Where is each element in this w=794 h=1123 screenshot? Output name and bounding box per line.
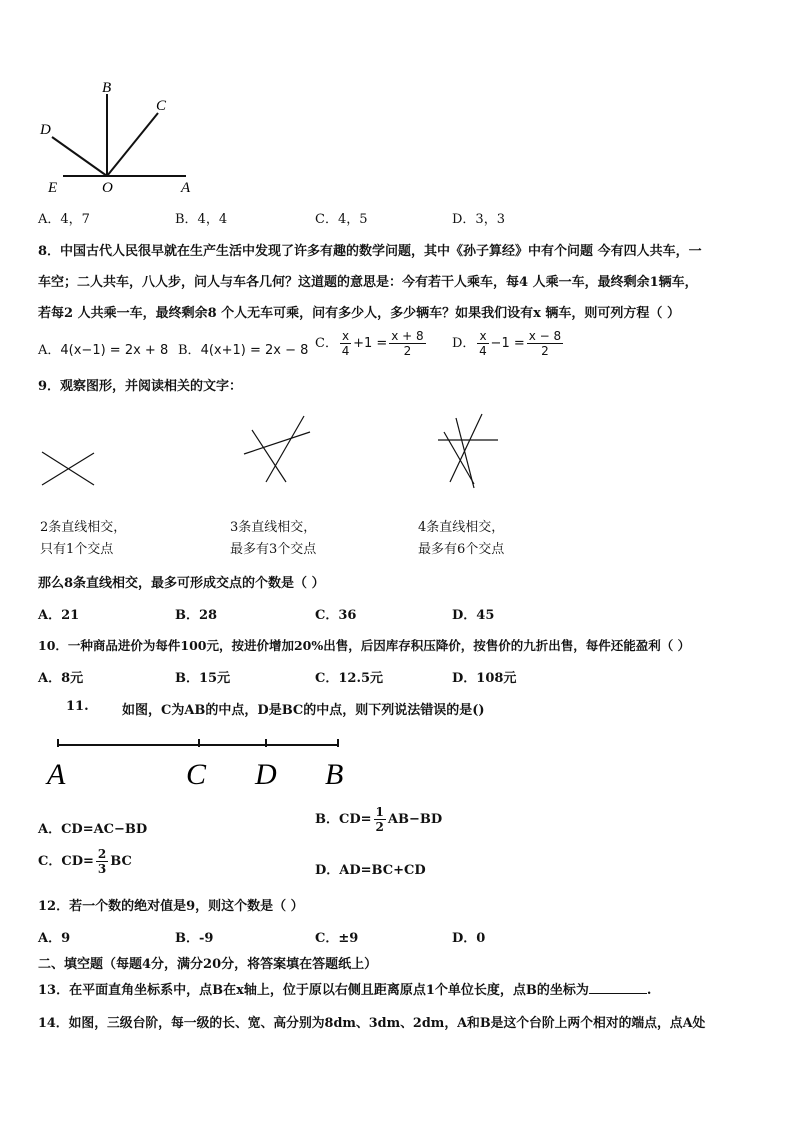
q8-option-c-frac-2: $\frac{x + 8}{2}$ <box>391 329 424 358</box>
q9-option-b[interactable]: B．28 <box>175 608 218 623</box>
q8-option-d-frac-1: $\frac{x}{4}$ <box>479 329 487 358</box>
q10-option-a[interactable]: A．8元 <box>38 671 84 686</box>
q11-option-c-frac: $\frac{2}{3}$ <box>97 847 107 876</box>
q9-caption-3-line-2: 最多有6个交点 <box>418 542 505 557</box>
label-c: C <box>156 98 167 114</box>
q12-option-b[interactable]: B．-9 <box>175 931 214 946</box>
q10-stem: 10．一种商品进价为每件100元，按进价增加20%出售，后因库存积压降价，按售价的九折出售，每件还能盈利（ ） <box>38 638 691 653</box>
q8-option-b-expr: 4(x+1) = 2x − 8 <box>200 343 309 358</box>
two-lines-figure <box>38 445 108 495</box>
q12-stem: 12．若一个数的绝对值是9，则这个数是（ ） <box>38 899 304 914</box>
q11-option-b[interactable]: B．CD= $\frac{1}{2}$ AB−BD <box>315 805 443 834</box>
q8-stem-line-2: 车空；二人共车，八人步，问人与车各几何？这道题的意思是：今有若干人乘车，每4 人乘一车，最终剩余1辆车， <box>38 275 698 290</box>
q8-option-d-frac-2: $\frac{x - 8}{2}$ <box>528 329 562 358</box>
ray-od <box>52 137 107 176</box>
q12-option-c[interactable]: C．±9 <box>315 931 359 946</box>
q8-option-c-frac-1: $\frac{x}{4}$ <box>341 329 350 358</box>
q9-question: 那么8条直线相交，最多可形成交点的个数是（ ） <box>38 576 325 591</box>
q8-option-a-expr: 4(x−1) = 2x + 8 <box>60 343 169 358</box>
q7-option-b[interactable]: B．4，4 <box>175 212 228 227</box>
seg-label-a: A <box>47 758 66 791</box>
q9-caption-2-line-2: 最多有3个交点 <box>230 542 317 557</box>
q11-option-d[interactable]: D．AD=BC+CD <box>315 863 426 878</box>
q13-answer-blank[interactable] <box>589 981 647 994</box>
q14-stem: 14．如图，三级台阶，每一级的长、宽、高分别为8dm、3dm、2dm，A和B是这个台阶上两个相对的端点，点A处 <box>38 1016 706 1031</box>
q7-option-a[interactable]: A．4，7 <box>38 212 90 227</box>
segment-figure <box>44 733 364 791</box>
seg-label-b: B <box>325 758 344 791</box>
q8-option-c[interactable] <box>315 330 428 357</box>
angle-figure <box>36 76 206 198</box>
q10-option-d[interactable]: D．108元 <box>452 671 517 686</box>
q8-stem-line-1: 8．中国古代人民很早就在生产生活中发现了许多有趣的数学问题，其中《孙子算经》中有个问题 今有四人共车，一 <box>38 244 702 259</box>
q9-caption-1-line-2: 只有1个交点 <box>40 542 114 557</box>
label-a: A <box>181 180 191 196</box>
q9-caption-2-line-1: 3条直线相交， <box>230 520 317 535</box>
q9-caption-3-line-1: 4条直线相交， <box>418 520 505 535</box>
label-e: E <box>48 180 58 196</box>
three-lines-figure <box>238 412 318 487</box>
q8-option-b-label: B． <box>178 343 201 358</box>
q12-option-a[interactable]: A．9 <box>38 931 71 946</box>
q7-option-d[interactable]: D．3，3 <box>452 212 505 227</box>
q8-option-d[interactable] <box>452 330 565 357</box>
section-2-title: 二、填空题（每题4分，满分20分，将答案填在答题纸上） <box>38 957 378 972</box>
q12-option-d[interactable]: D．0 <box>452 931 486 946</box>
q13-stem: 13．在平面直角坐标系中，点B在x轴上，位于原以右侧且距离原点1个单位长度，点B的坐标为 . <box>38 983 652 998</box>
q8-option-d-label: D． <box>452 336 476 351</box>
q10-option-c[interactable]: C．12.5元 <box>315 671 384 686</box>
label-o: O <box>102 180 113 196</box>
label-d: D <box>40 122 51 138</box>
q11-number: 11. <box>66 699 89 714</box>
q8-option-a[interactable] <box>38 339 168 358</box>
q10-option-b[interactable]: B．15元 <box>175 671 231 686</box>
q11-stem: 如图，C为AB的中点，D是BC的中点，则下列说法错误的是() <box>122 703 485 718</box>
ray-oc <box>107 113 158 176</box>
q8-option-c-mid: +1 = <box>353 336 388 351</box>
q9-option-a[interactable]: A．21 <box>38 608 80 623</box>
q8-stem-line-3: 若每2 人共乘一车，最终剩余8 个人无车可乘，问有多少人，多少辆车？如果我们设有x 辆车，则可列方程（ ） <box>38 306 680 321</box>
q7-option-c[interactable]: C．4，5 <box>315 212 368 227</box>
q9-stem: 9．观察图形，并阅读相关的文字： <box>38 379 243 394</box>
label-b: B <box>102 80 112 96</box>
q8-option-d-mid: −1 = <box>490 336 525 351</box>
q8-option-b[interactable] <box>178 339 308 358</box>
q9-option-d[interactable]: D．45 <box>452 608 495 623</box>
q11-option-a[interactable]: A．CD=AC−BD <box>38 822 148 837</box>
four-lines-figure <box>432 410 507 490</box>
q11-option-b-frac: $\frac{1}{2}$ <box>375 805 384 834</box>
q9-option-c[interactable]: C．36 <box>315 608 357 623</box>
q11-option-c[interactable]: C．CD= $\frac{2}{3}$ BC <box>38 847 132 876</box>
q8-option-c-label: C． <box>315 336 338 351</box>
seg-label-c: C <box>186 758 207 791</box>
q8-option-a-label: A． <box>38 343 61 358</box>
seg-label-d: D <box>255 758 277 791</box>
q9-caption-1-line-1: 2条直线相交， <box>40 520 127 535</box>
